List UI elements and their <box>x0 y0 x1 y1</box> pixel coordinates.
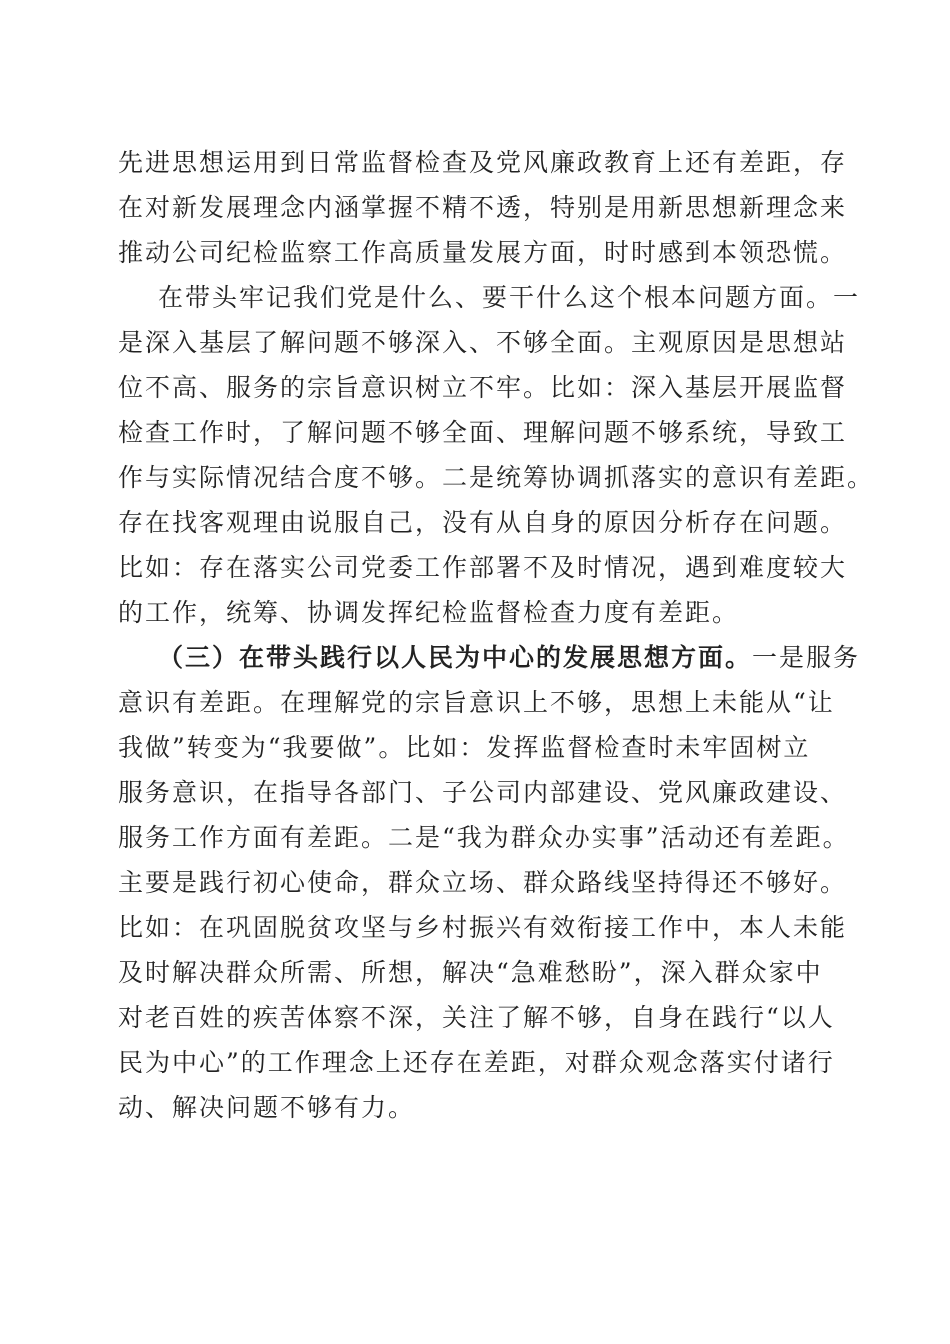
paragraph-first-line <box>118 635 861 680</box>
paragraph-1 <box>118 140 848 275</box>
paragraph-line: 在对新发展理念内涵掌握不精不透，特别是用新思想新理念来 <box>118 193 848 222</box>
paragraph-line: 主要是践行初心使命，群众立场、群众路线坚持得还不够好。 <box>118 868 848 897</box>
paragraph-line-rest: 一是服务 <box>752 643 861 672</box>
paragraph-line: 是深入基层了解问题不够深入、不够全面。主观原因是思想站 <box>118 328 848 357</box>
section-heading: （三）在带头践行以人民为中心的发展思想方面。 <box>158 643 753 672</box>
paragraph-2 <box>118 275 875 635</box>
paragraph-line: 在带头牢记我们党是什么、要干什么这个根本问题方面。一 <box>158 283 861 312</box>
paragraph-line: 比如：存在落实公司党委工作部署不及时情况，遇到难度较大 <box>118 553 848 582</box>
paragraph-line: 及时解决群众所需、所想，解决“急难愁盼”，深入群众家中 <box>118 958 823 987</box>
paragraph-line: 比如：在巩固脱贫攻坚与乡村振兴有效衔接工作中，本人未能 <box>118 913 848 942</box>
paragraph-line: 对老百姓的疾苦体察不深，关注了解不够，自身在践行“以人 <box>118 1003 835 1032</box>
paragraph-line: 推动公司纪检监察工作高质量发展方面，时时感到本领恐慌。 <box>118 238 848 267</box>
paragraph-line: 服务工作方面有差距。二是“我为群众办实事”活动还有差距。 <box>118 823 850 852</box>
paragraph-line: 先进思想运用到日常监督检查及党风廉政教育上还有差距，存 <box>118 148 848 177</box>
paragraph-line: 民为中心”的工作理念上还存在差距，对群众观念落实付诸行 <box>118 1048 835 1077</box>
paragraph-line: 位不高、服务的宗旨意识树立不牢。比如：深入基层开展监督 <box>118 373 848 402</box>
paragraph-line: 服务意识，在指导各部门、子公司内部建设、党风廉政建设、 <box>118 778 848 807</box>
document-body <box>118 140 875 1130</box>
paragraph-3 <box>118 635 861 1130</box>
paragraph-line: 检查工作时，了解问题不够全面、理解问题不够系统，导致工 <box>118 418 848 447</box>
paragraph-line: 存在找客观理由说服自己，没有从自身的原因分析存在问题。 <box>118 508 848 537</box>
paragraph-line: 意识有差距。在理解党的宗旨意识上不够，思想上未能从“让 <box>118 688 835 717</box>
paragraph-line: 的工作，统筹、协调发挥纪检监督检查力度有差距。 <box>118 598 740 627</box>
paragraph-line: 作与实际情况结合度不够。二是统筹协调抓落实的意识有差距。 <box>118 463 875 492</box>
paragraph-line: 动、解决问题不够有力。 <box>118 1093 416 1122</box>
paragraph-line: 我做”转变为“我要做”。比如：发挥监督检查时未牢固树立 <box>118 733 811 762</box>
